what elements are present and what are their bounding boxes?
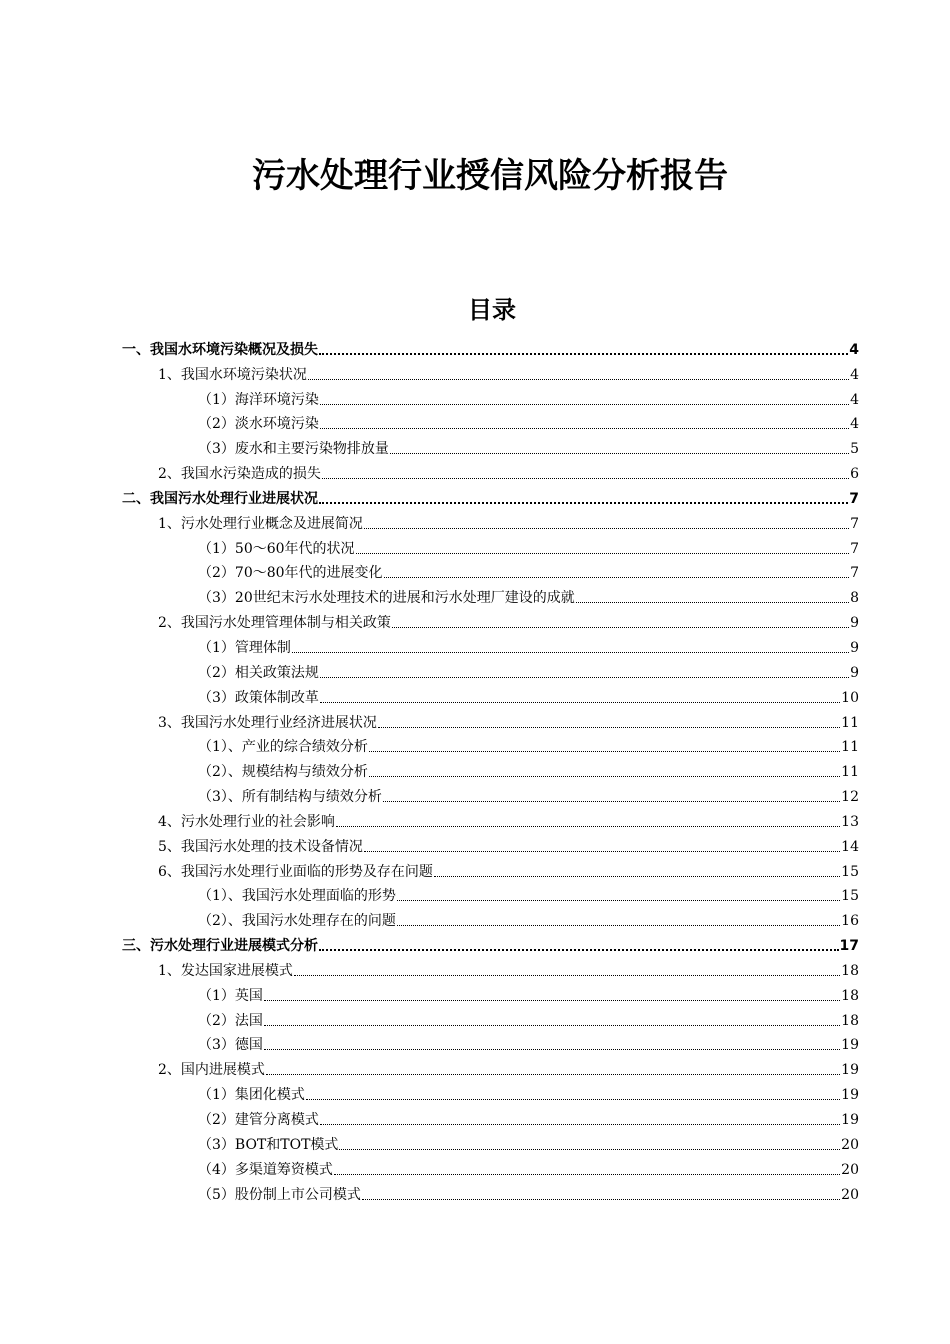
toc-entry-label: 2、国内进展模式	[158, 1062, 265, 1079]
toc-entry-page: 20	[841, 1161, 859, 1178]
toc-entry-page: 9	[850, 664, 859, 681]
toc-entry-label: （1）集团化模式	[198, 1087, 305, 1104]
toc-entry-page: 14	[841, 838, 859, 855]
toc-entry-label: （2）、规模结构与绩效分析	[198, 764, 368, 781]
toc-entry-page: 19	[841, 1087, 859, 1104]
toc-entry[interactable]	[0, 1056, 950, 1081]
toc-entry-page: 18	[841, 962, 859, 979]
toc-entry-label: 二、我国污水处理行业进展状况	[122, 490, 318, 507]
toc-entry-label: （2）淡水环境污染	[198, 416, 319, 433]
toc-entry-page: 15	[841, 888, 859, 905]
toc-entry[interactable]	[0, 510, 950, 535]
toc-entry[interactable]	[0, 659, 950, 684]
dot-leader	[334, 1173, 840, 1175]
toc-entry[interactable]	[0, 709, 950, 734]
dot-leader	[392, 626, 849, 628]
toc-entry-label: 2、我国污水处理管理体制与相关政策	[158, 615, 391, 632]
toc-entry-page: 4	[850, 366, 859, 383]
toc-entry-label: 一、我国水环境污染概况及损失	[122, 341, 318, 358]
toc-entry-label: 4、污水处理行业的社会影响	[158, 813, 335, 830]
toc-entry[interactable]	[0, 386, 950, 411]
dot-leader	[294, 974, 840, 976]
toc-entry[interactable]	[0, 1081, 950, 1106]
toc-entry-page: 18	[841, 1012, 859, 1029]
toc-entry[interactable]	[0, 1106, 950, 1131]
toc-entry[interactable]	[0, 833, 950, 858]
toc-entry-label: （3）政策体制改革	[198, 689, 319, 706]
dot-leader	[336, 825, 840, 827]
toc-entry-page: 8	[850, 590, 859, 607]
toc-entry-label: （4）多渠道筹资模式	[198, 1161, 333, 1178]
dot-leader	[397, 899, 840, 901]
dot-leader	[369, 750, 840, 752]
dot-leader	[306, 1098, 840, 1100]
toc-entry[interactable]	[0, 957, 950, 982]
document-title: 污水处理行业授信风险分析报告	[252, 156, 728, 196]
toc-entry[interactable]	[0, 883, 950, 908]
toc-entry[interactable]	[0, 1032, 950, 1057]
dot-leader	[397, 924, 840, 926]
dot-leader	[320, 427, 849, 429]
dot-leader	[356, 552, 850, 554]
toc-entry[interactable]	[0, 982, 950, 1007]
toc-entry-label: 1、我国水环境污染状况	[158, 366, 307, 383]
toc-entry-page: 7	[849, 490, 859, 507]
toc-entry[interactable]	[0, 783, 950, 808]
toc-entry-page: 13	[841, 813, 859, 830]
toc-entry-label: 5、我国污水处理的技术设备情况	[158, 838, 363, 855]
toc-entry[interactable]	[0, 584, 950, 609]
dot-leader	[319, 352, 848, 355]
dot-leader	[320, 403, 849, 405]
toc-entry-label: （2）70～80年代的进展变化	[198, 565, 383, 582]
dot-leader	[576, 601, 849, 603]
toc-entry-page: 19	[841, 1037, 859, 1054]
toc-entry-page: 17	[839, 938, 859, 955]
toc-entry[interactable]	[0, 858, 950, 883]
toc-entry[interactable]	[0, 1007, 950, 1032]
toc-entry-page: 20	[841, 1136, 859, 1153]
dot-leader	[322, 477, 849, 479]
toc-entry-page: 19	[841, 1112, 859, 1128]
toc-entry-page: 7	[850, 565, 859, 582]
dot-leader	[390, 452, 849, 454]
toc-entry[interactable]	[0, 734, 950, 759]
toc-entry-page: 6	[850, 466, 859, 483]
toc-entry-page: 16	[841, 913, 859, 930]
toc-entry-label: （3）废水和主要污染物排放量	[198, 441, 389, 458]
toc-entry-label: （1）管理体制	[198, 639, 291, 656]
toc-entry-page: 19	[841, 1062, 859, 1079]
toc-entry-label: 2、我国水污染造成的损失	[158, 466, 321, 483]
toc-entry-label: （3）德国	[198, 1037, 263, 1054]
toc-entry[interactable]	[0, 460, 950, 485]
toc-entry-page: 9	[850, 639, 859, 656]
toc-entry-page: 12	[841, 789, 859, 806]
dot-leader	[369, 775, 840, 777]
toc-entry[interactable]	[0, 560, 950, 585]
dot-leader	[308, 378, 849, 380]
toc-entry-label: （1）海洋环境污染	[198, 391, 319, 408]
dot-leader	[292, 651, 849, 653]
dot-leader	[320, 676, 849, 678]
toc-entry-page: 15	[841, 863, 859, 880]
toc-entry-page: 4	[850, 391, 859, 408]
toc-entry-page: 18	[841, 987, 859, 1004]
toc-entry[interactable]	[0, 336, 950, 361]
toc-entry-label: （1）英国	[198, 987, 263, 1004]
toc-entry[interactable]	[0, 535, 950, 560]
toc-entry-label: 三、污水处理行业进展模式分析	[122, 938, 318, 955]
toc-entry[interactable]	[0, 1131, 950, 1156]
toc-entry[interactable]	[0, 361, 950, 386]
dot-leader	[264, 1024, 840, 1026]
toc-entry-page: 11	[841, 764, 859, 781]
toc-entry-label: 1、污水处理行业概念及进展简况	[158, 515, 363, 532]
dot-leader	[319, 501, 848, 504]
toc-entry[interactable]	[0, 1156, 950, 1181]
toc-entry[interactable]	[0, 1181, 950, 1206]
toc-entry-page: 5	[850, 441, 859, 458]
toc-entry[interactable]	[0, 758, 950, 783]
toc-entry-label: （2）建管分离模式	[198, 1112, 319, 1128]
dot-leader	[384, 576, 850, 578]
toc-entry-label: （1）50～60年代的状况	[198, 540, 355, 557]
toc-entry-label: （3）BOT和TOT模式	[198, 1136, 339, 1153]
dot-leader	[264, 1048, 840, 1050]
toc-entry[interactable]	[0, 808, 950, 833]
toc-entry[interactable]	[0, 485, 950, 510]
toc-entry-label: （2）法国	[198, 1012, 263, 1029]
toc-entry-label: 6、我国污水处理行业面临的形势及存在问题	[158, 863, 433, 880]
toc-entry-label: 1、发达国家进展模式	[158, 962, 293, 979]
dot-leader	[364, 527, 849, 529]
table-of-contents	[0, 336, 950, 1206]
dot-leader	[319, 948, 839, 951]
toc-entry[interactable]	[0, 634, 950, 659]
toc-entry-page: 20	[841, 1186, 859, 1203]
toc-entry-page: 10	[841, 689, 859, 706]
toc-entry[interactable]	[0, 932, 950, 957]
toc-entry-page: 4	[850, 416, 859, 433]
toc-entry-label: （1）、我国污水处理面临的形势	[198, 888, 396, 905]
toc-entry-page: 11	[841, 714, 859, 731]
toc-entry[interactable]	[0, 411, 950, 436]
toc-entry-page: 11	[841, 739, 859, 756]
toc-entry-page: 7	[850, 540, 859, 557]
toc-entry-label: （3）、所有制结构与绩效分析	[198, 789, 382, 806]
toc-entry-label: （2）、我国污水处理存在的问题	[198, 913, 396, 930]
dot-leader	[364, 850, 840, 852]
toc-entry-label: （2）相关政策法规	[198, 664, 319, 681]
dot-leader	[320, 1123, 840, 1125]
dot-leader	[378, 726, 840, 728]
toc-entry[interactable]	[0, 609, 950, 634]
toc-entry-page: 9	[850, 615, 859, 632]
toc-entry[interactable]	[0, 907, 950, 932]
toc-entry-label: （3）20世纪末污水处理技术的进展和污水处理厂建设的成就	[198, 590, 575, 607]
toc-heading: 目录	[468, 295, 516, 324]
toc-entry-label: （5）股份制上市公司模式	[198, 1186, 361, 1203]
toc-entry[interactable]	[0, 684, 950, 709]
dot-leader	[434, 875, 840, 877]
toc-entry-label: 3、我国污水处理行业经济进展状况	[158, 714, 377, 731]
dot-leader	[383, 800, 840, 802]
toc-entry-page: 7	[850, 515, 859, 532]
toc-entry[interactable]	[0, 435, 950, 460]
toc-entry-page: 4	[849, 341, 859, 358]
dot-leader	[320, 701, 840, 703]
dot-leader	[362, 1198, 840, 1200]
dot-leader	[266, 1073, 840, 1075]
dot-leader	[339, 1148, 840, 1150]
dot-leader	[264, 999, 840, 1001]
toc-entry-label: （1）、产业的综合绩效分析	[198, 739, 368, 756]
